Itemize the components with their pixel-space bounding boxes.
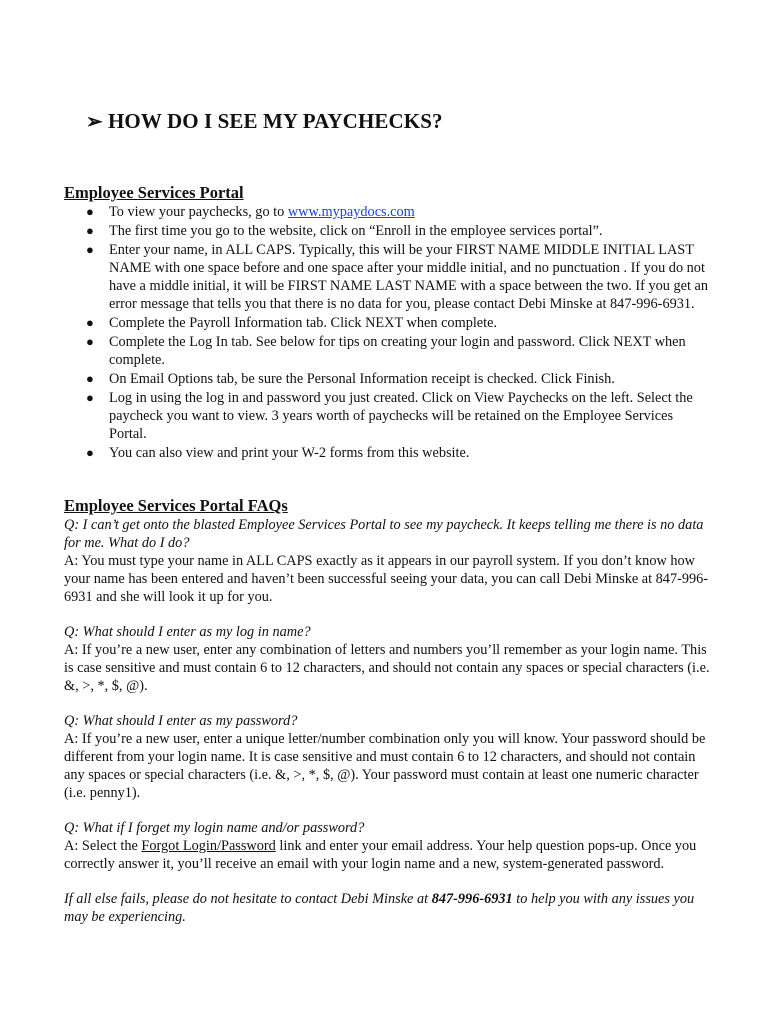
- faq-item: [64, 516, 714, 606]
- bullet-icon: ●: [86, 445, 94, 460]
- bullet-text: On Email Options tab, be sure the Personal Information receipt is checked. Click Finish.: [109, 371, 615, 387]
- bullet-text: To view your paychecks, go to: [109, 204, 288, 220]
- closing-prefix: If all else fails, please do not hesitate to contact Debi Minske at: [64, 891, 432, 907]
- faq-answer: A: You must type your name in ALL CAPS exactly as it appears in our payroll system. If you don’t know how your name has been entered and haven’t been successful seeing your data, you can call Debi Minske at 847-996-6931 and she will look it up for you.: [64, 553, 709, 605]
- faq-question: Q: What should I enter as my log in name?: [64, 624, 311, 640]
- faq-answer: A: If you’re a new user, enter a unique letter/number combination only you will know. Your password should be different from your login name. It is case sensitive and must contain 6 to 12 characters, and should not contain any spaces or special characters (i.e. &, >, *, $, @). Your password must contain at least one numeric character (i.e. penny1).: [64, 731, 706, 801]
- list-item: [64, 389, 714, 443]
- closing-suffix: to help you with any issues you may be experiencing.: [64, 891, 695, 925]
- list-item: [64, 314, 714, 332]
- list-item: [64, 241, 714, 313]
- faq-question: Q: What should I enter as my password?: [64, 713, 298, 729]
- bullet-icon: ●: [86, 371, 94, 386]
- contact-phone: 847-996-6931: [431, 891, 513, 907]
- bullet-icon: ●: [86, 390, 94, 405]
- faq-answer: A: If you’re a new user, enter any combination of letters and numbers you’ll remember as your login name. This is case sensitive and must contain 6 to 12 characters, and should not contain any spaces or special characters (i.e. &, >, *, $, @).: [64, 642, 710, 694]
- list-item: [64, 333, 714, 369]
- list-item: [64, 203, 714, 221]
- bullet-icon: ●: [86, 204, 94, 219]
- faq-question: Q: What if I forget my login name and/or password?: [64, 820, 365, 836]
- list-item: [64, 370, 714, 388]
- bullet-text: Complete the Log In tab. See below for tips on creating your login and password. Click NEXT when complete.: [109, 334, 686, 368]
- page-title: [86, 108, 714, 135]
- forgot-login-link[interactable]: Forgot Login/Password: [141, 838, 276, 854]
- portal-section-heading: Employee Services Portal: [64, 183, 244, 202]
- faq-section-heading: Employee Services Portal FAQs: [64, 496, 288, 515]
- document-page: [64, 108, 714, 926]
- bullet-text: The first time you go to the website, click on “Enroll in the employee services portal”.: [109, 223, 603, 239]
- closing-note: [64, 890, 714, 926]
- faq-item: [64, 623, 714, 695]
- bullet-icon: ●: [86, 242, 94, 257]
- faq-answer-prefix: A: Select the: [64, 838, 142, 854]
- faq-question: Q: I can’t get onto the blasted Employee Services Portal to see my paycheck. It keeps telling me there is no data for me. What do I do?: [64, 517, 704, 551]
- bullet-text: Log in using the log in and password you just created. Click on View Paychecks on the left. Select the paycheck you want to view. 3 years worth of paychecks will be retained on the Employee Services Portal.: [109, 390, 693, 442]
- bullet-text: You can also view and print your W-2 forms from this website.: [109, 445, 470, 461]
- bullet-icon: ●: [86, 223, 94, 238]
- list-item: [64, 222, 714, 240]
- bullet-icon: ●: [86, 315, 94, 330]
- mypaydocs-link[interactable]: www.mypaydocs.com: [287, 204, 415, 220]
- faq-answer-suffix: link and enter your email address. Your help question pops-up. Once you correctly answer it, you’ll receive an email with your login name and a new, system-generated password.: [64, 838, 697, 872]
- faq-item: [64, 712, 714, 802]
- bullet-icon: ●: [86, 334, 94, 349]
- bullet-text: Enter your name, in ALL CAPS. Typically, this will be your FIRST NAME MIDDLE INITIAL LAST NAME with one space before and one space after your middle initial, and no punctuation . If you do not have a middle initial, it will be FIRST NAME LAST NAME with a space between the two. If you get an error message that tells you that there is no data for you, please contact Debi Minske at 847-996-6931.: [109, 242, 709, 312]
- faq-item: [64, 819, 714, 873]
- bullet-text: Complete the Payroll Information tab. Click NEXT when complete.: [109, 315, 498, 331]
- arrow-bullet-icon: ➢: [86, 111, 103, 133]
- portal-instructions-list: [64, 203, 714, 462]
- list-item: [64, 444, 714, 462]
- page-title-text: HOW DO I SEE MY PAYCHECKS?: [108, 109, 443, 133]
- faq-answer: [64, 837, 714, 873]
